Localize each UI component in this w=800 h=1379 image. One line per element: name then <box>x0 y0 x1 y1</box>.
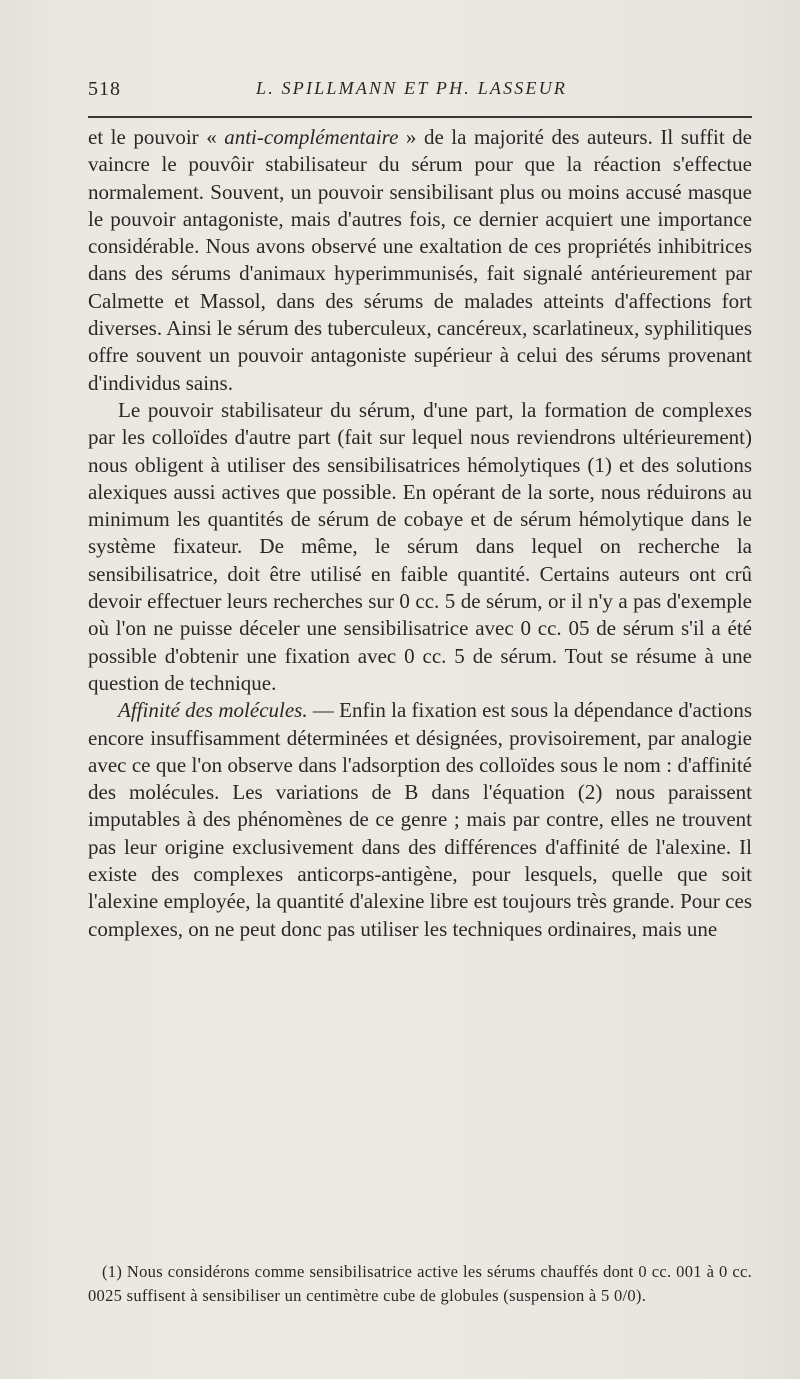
footnote: (1) Nous considérons comme sensibilisatrice active les sérums chauffés dont 0 cc. 001 à 0 cc. 0025 suffisent à sensibiliser un centimètre cube de globules (suspension à 5 0/0). <box>88 1262 752 1305</box>
page-header <box>88 78 752 114</box>
paragraph-2: Le pouvoir stabilisateur du sérum, d'une part, la formation de complexes par les colloïdes d'autre part (fait sur lequel nous reviendrons ultérieurement) nous obligent à utiliser des sensibilisatrices hémolytiques (1) et des solutions alexiques aussi actives que possible. En opérant de la sorte, nous réduirons au minimum les quantités de sérum de cobaye et de sérum hémolytique dans le système fixateur. De même, le sérum dans lequel on recherche la sensibilisatrice, doit être utilisé en faible quantité. Certains auteurs ont crû devoir effectuer leurs recherches sur 0 cc. 5 de sérum, or il n'y a pas d'exemple où l'on ne puisse déceler une sensibilisatrice avec 0 cc. 05 de sérum s'il a été possible d'obtenir une fixation avec 0 cc. 5 de sérum. Tout se résume à une question de technique. <box>88 397 752 695</box>
page-number: 518 <box>88 78 121 100</box>
paragraph-3: Affinité des molécules. — Enfin la fixation est sous la dépendance d'actions encore insuffisamment déterminées et désignées, provisoirement, par analogie avec ce que l'on observe dans l'adsorption des colloïdes sous le nom : d'affinité des molécules. Les variations de B dans l'équation (2) nous paraissent imputables à des phénomènes de ce genre ; mais par contre, elles ne trouvent pas leur origine exclusivement dans des différences d'affinité de l'alexine. Il existe des complexes anticorps-antigène, pour lesquels, quelle que soit l'alexine employée, la quantité d'alexine libre est toujours très grande. Pour ces complexes, on ne peut donc pas utiliser les techniques ordinaires, mais une <box>88 698 752 941</box>
paragraph-1: et le pouvoir « anti-complémentaire » de la majorité des auteurs. Il suffit de vaincre le pouvôir stabilisateur du sérum pour que la réaction s'effectue normalement. Souvent, un pouvoir sensibilisant plus ou moins accusé masque le pouvoir antagoniste, mais d'autres fois, ce dernier acquiert une importance considérable. Nous avons observé une exaltation de ces propriétés inhibitrices dans des sérums d'animaux hyperimmunisés, fait signalé antérieurement par Calmette et Massol, dans des sérums de malades atteints d'affections fort diverses. Ainsi le sérum des tuberculeux, cancéreux, scarlatineux, syphilitiques offre souvent un pouvoir antagoniste supérieur à celui des sérums provenant d'individus sains. <box>88 125 752 395</box>
header-rule <box>88 116 752 118</box>
running-title: L. SPILLMANN ET PH. LASSEUR <box>256 78 568 98</box>
body-text <box>88 124 752 943</box>
term-anti-complementaire: anti-complémentaire <box>224 125 399 149</box>
section-heading-affinite: Affinité des molécules. <box>118 698 308 723</box>
